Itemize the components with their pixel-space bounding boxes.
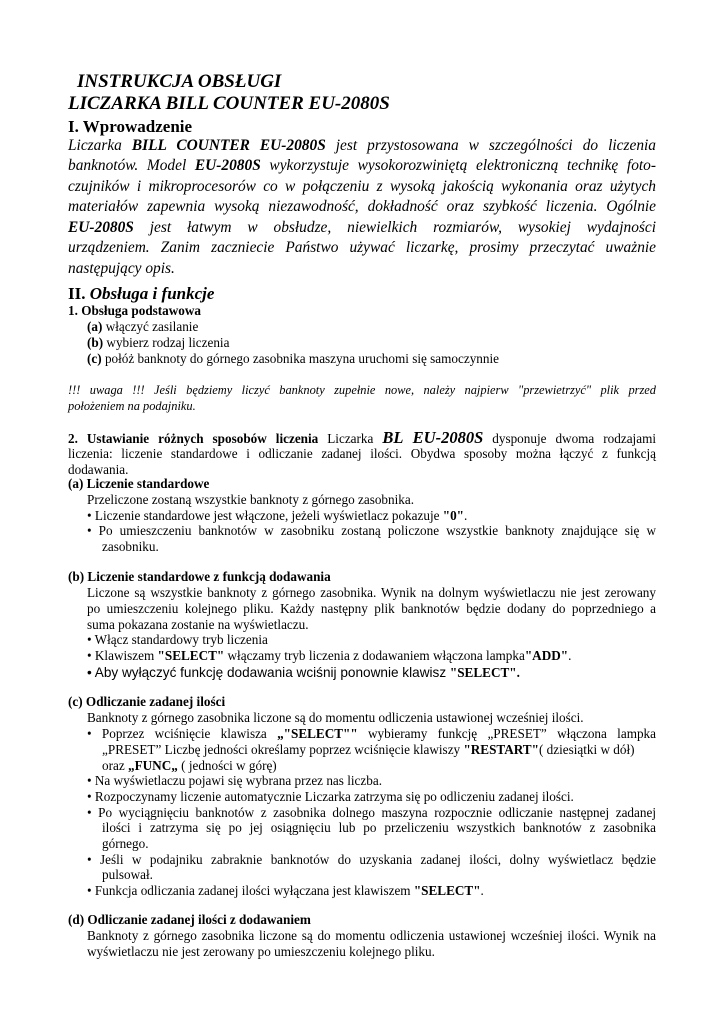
intro-line-4: materiałów zapewnia wysoką niezawodność, dokładność oraz szybkość liczenia. Ogólnie [68, 198, 656, 215]
basic-item-c: (c) połóż banknoty do górnego zasobnika maszyna uruchomi się samoczynnie [87, 351, 499, 366]
subsection-c-line-9: górnego. [102, 836, 149, 851]
warning-line-1: !!! uwaga !!! Jeśli będziemy liczyć banknoty zupełnie nowe, należy najpierw "przewietrzyć" plik przed [68, 383, 656, 397]
subsection-b-line-2: po umieszczeniu kolejnego pliku. Każdy następny plik banknotów będzie dodany do poprzedniego a [87, 601, 656, 616]
modes-heading-line: 2. Ustawianie różnych sposobów liczenia Liczarka BL EU-2080S dysponuje dwoma rodzajami [68, 428, 656, 447]
title-line-2: LICZARKA BILL COUNTER EU-2080S [68, 93, 390, 114]
subsection-b-line-1: Liczone są wszystkie banknoty z górnego zasobnika. Wynik na dolnym wyświetlaczu nie jest zerowany [87, 585, 656, 600]
intro-line-6: urządzeniem. Zanim zaczniecie Państwo używać liczarkę, prosimy przeczytać uważnie [68, 239, 656, 256]
subsection-c-line-5: • Na wyświetlaczu pojawi się wybrana przez nas liczba. [87, 773, 382, 788]
subsection-a-line-2: • Liczenie standardowe jest włączone, jeżeli wyświetlacz pokazuje "0". [87, 508, 468, 523]
intro-line-7: następujący opis. [68, 260, 175, 277]
subsection-c-line-1: Banknoty z górnego zasobnika liczone są do momentu odliczenia ustawionej wcześniej ilości. [87, 710, 584, 725]
subsection-b-line-6: • Aby wyłączyć funkcję dodawania wciśnij ponownie klawisz "SELECT". [87, 665, 520, 680]
subsection-c-line-4: oraz „FUNC„ ( jedności w górę) [102, 758, 277, 773]
basic-item-a: (a) włączyć zasilanie [87, 319, 199, 334]
subsection-c-line-2: • Poprzez wciśnięcie klawisza „"SELECT"" wybieramy funkcję „PRESET” włączona lampka [87, 726, 656, 741]
subsection-c-heading: (c) Odliczanie zadanej ilości [68, 694, 226, 709]
intro-line-2: banknotów. Model EU-2080S wykorzystuje wysokorozwiniętą elektroniczną technikę foto- [68, 157, 657, 174]
subsection-a-heading: (a) Liczenie standardowe [68, 476, 210, 491]
subsection-c-line-6: • Rozpoczynamy liczenie automatycznie Liczarka zatrzyma się po odliczeniu zadanej ilości. [87, 789, 574, 804]
subsection-a-line-4: zasobniku. [102, 539, 159, 554]
intro-line-5: EU-2080S jest łatwym w obsłudze, niewielkich rozmiarów, wysokiej wydajności [68, 219, 656, 236]
intro-line-1: Liczarka BILL COUNTER EU-2080S jest przystosowana w szczególności do liczenia [68, 137, 656, 154]
basic-operation-heading: 1. Obsługa podstawowa [68, 303, 202, 318]
subsection-b-line-5: • Klawiszem "SELECT" włączamy tryb liczenia z dodawaniem włączona lampka"ADD". [87, 648, 572, 663]
subsection-d-line-2: wyświetlaczu nie jest zerowany po umieszczeniu kolejnego pliku. [87, 944, 435, 959]
modes-line-3: dodawania. [68, 462, 129, 477]
subsection-c-line-7: • Po wyciągnięciu banknotów z zasobnika dolnego maszyna rozpocznie odliczanie następnej zadanej [87, 805, 656, 820]
subsection-c-line-10: • Jeśli w podajniku zabraknie banknotów do uzyskania zadanej ilości, dolny wyświetlacz będzie [87, 852, 656, 867]
subsection-c-line-12: • Funkcja odliczania zadanej ilości wyłączana jest klawiszem "SELECT". [87, 883, 484, 898]
subsection-d-heading: (d) Odliczanie zadanej ilości z dodawaniem [68, 912, 311, 927]
subsection-c-line-11: pulsował. [102, 867, 153, 882]
basic-item-b: (b) wybierz rodzaj liczenia [87, 335, 230, 350]
subsection-c-line-8: ilości i zatrzyma się po jej osiągnięciu lub po przeliczeniu wszystkich banknotów z zasobnika [102, 820, 656, 835]
subsection-b-line-4: • Włącz standardowy tryb liczenia [87, 632, 268, 647]
modes-line-2: liczenia: liczenie standardowe i odliczanie zadanej ilości. Obydwa sposoby można łączyć z funkcją [68, 446, 656, 461]
intro-line-3: czujników i mikroprocesorów co w połączeniu z wysoką jakością wykonania oraz użytych [68, 178, 656, 195]
subsection-a-line-1: Przeliczone zostaną wszystkie banknoty z górnego zasobnika. [87, 492, 415, 507]
section-2-heading: II. Obsługa i funkcje [68, 284, 215, 303]
subsection-c-line-3: „PRESET” Liczbę jedności określamy poprzez wciśnięcie klawiszy "RESTART"( dziesiątki w dół) [102, 742, 635, 757]
subsection-b-line-3: suma pokazana zostanie na wyświetlaczu. [87, 617, 309, 632]
subsection-d-line-1: Banknoty z górnego zasobnika liczone są do momentu odliczenia ustawionej wcześniej ilości. Wynik na [87, 928, 656, 943]
warning-line-2: położeniem na podajniku. [68, 399, 196, 413]
title-line-1: INSTRUKCJA OBSŁUGI [77, 71, 282, 92]
subsection-b-heading: (b) Liczenie standardowe z funkcją dodawania [68, 569, 331, 584]
subsection-a-line-3: • Po umieszczeniu banknotów w zasobniku zostaną policzone wszystkie banknoty znajdujące się w [87, 523, 656, 538]
section-1-heading: I. Wprowadzenie [68, 117, 193, 136]
